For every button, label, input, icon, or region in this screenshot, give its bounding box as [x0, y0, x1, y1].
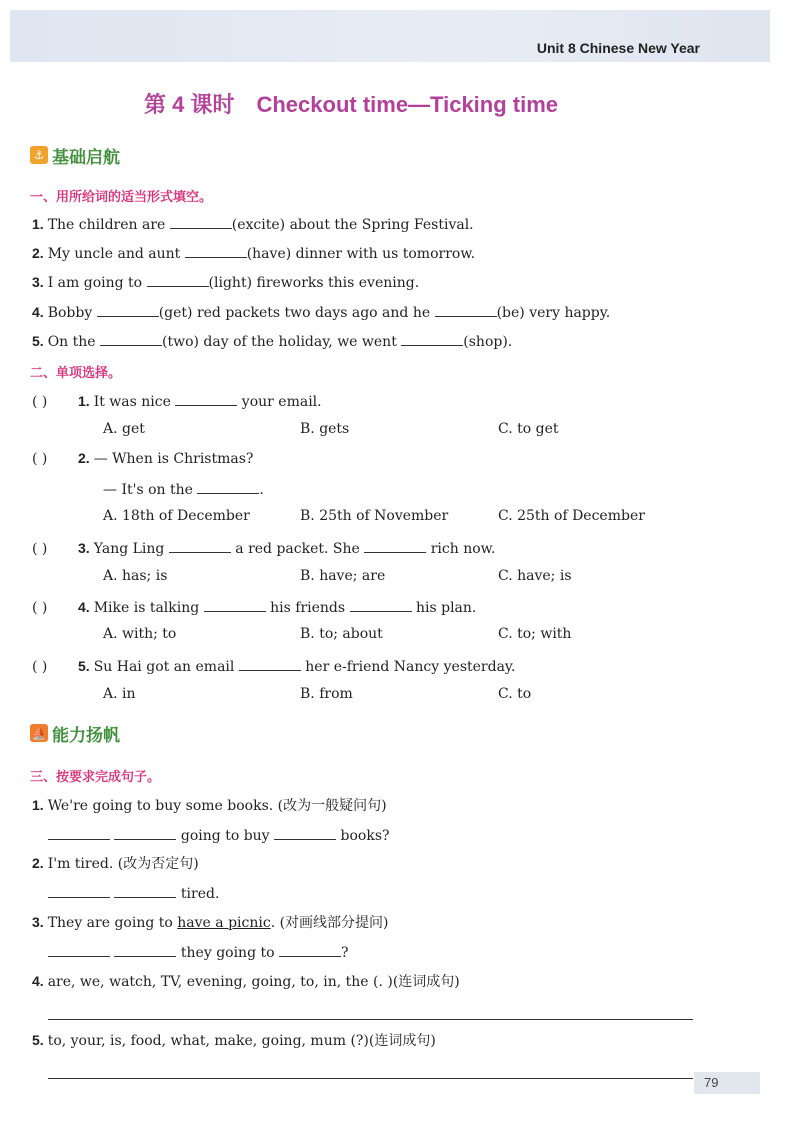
answer-paren[interactable]: ( ) — [32, 451, 48, 467]
fill-item-5: 5. On the (two) day of the holiday, we went (shop). — [32, 333, 513, 350]
answer-paren[interactable]: ( ) — [32, 541, 48, 557]
q2-option-b: B. 25th of November — [300, 508, 449, 524]
q1-option-a: A. get — [103, 421, 145, 437]
q3-option-b: B. have; are — [300, 568, 386, 584]
rewrite-item-3: 3. They are going to have a picnic. (对画线部分提问) — [32, 914, 389, 931]
q5-option-c: C. to — [498, 686, 532, 702]
answer-blank[interactable] — [175, 391, 237, 406]
q2-option-a: A. 18th of December — [103, 508, 250, 524]
choice-q5: ( ) 5. Su Hai got an email her e-friend Nancy yesterday. — [32, 658, 516, 675]
answer-blank[interactable] — [274, 825, 336, 840]
answer-blank[interactable] — [100, 331, 162, 346]
q1-option-b: B. gets — [300, 421, 350, 437]
answer-blank[interactable] — [97, 302, 159, 317]
choice-q1: ( ) 1. It was nice your email. — [32, 393, 322, 410]
lesson-subtitle: Checkout time—Ticking time — [256, 92, 559, 117]
answer-blank[interactable] — [114, 825, 176, 840]
sail-icon: ⛵ — [31, 726, 47, 740]
rewrite-answer-2: tired. — [48, 883, 219, 902]
fill-item-3: 3. I am going to (light) fireworks this evening. — [32, 274, 420, 291]
part3-heading: 三、按要求完成句子。 — [30, 770, 161, 785]
fill-item-4: 4. Bobby (get) red packets two days ago and he (be) very happy. — [32, 304, 611, 321]
choice-q3: ( ) 3. Yang Ling a red packet. She rich now. — [32, 540, 496, 557]
section-ability — [30, 721, 120, 745]
answer-blank[interactable] — [48, 883, 110, 898]
q4-option-b: B. to; about — [300, 626, 383, 642]
answer-blank[interactable] — [435, 302, 497, 317]
page-number: 79 — [694, 1072, 760, 1094]
rewrite-item-4: 4. are, we, watch, TV, evening, going, to, in, the (. )(连词成句) — [32, 973, 460, 990]
fill-item-1: 1. The children are (excite) about the Spring Festival. — [32, 216, 474, 233]
section-ability-label: 能力扬帆 — [52, 725, 120, 746]
answer-blank[interactable] — [170, 214, 232, 229]
fill-item-2: 2. My uncle and aunt (have) dinner with us tomorrow. — [32, 245, 476, 262]
answer-blank[interactable] — [350, 597, 412, 612]
answer-blank[interactable] — [197, 479, 259, 494]
answer-blank[interactable] — [185, 243, 247, 258]
q4-option-c: C. to; with — [498, 626, 572, 642]
answer-blank[interactable] — [279, 942, 341, 957]
answer-line[interactable] — [48, 1078, 693, 1079]
part2-heading: 二、单项选择。 — [30, 366, 122, 381]
rewrite-item-2: 2. I'm tired. (改为否定句) — [32, 855, 199, 872]
answer-line[interactable] — [48, 1019, 693, 1020]
rewrite-item-1: 1. We're going to buy some books. (改为一般疑问句) — [32, 797, 387, 814]
answer-paren[interactable]: ( ) — [32, 600, 48, 616]
answer-blank[interactable] — [114, 942, 176, 957]
rewrite-answer-1: going to buy books? — [48, 825, 390, 844]
section-basic-label: 基础启航 — [52, 147, 120, 168]
answer-blank[interactable] — [401, 331, 463, 346]
rewrite-answer-3: they going to ? — [48, 942, 349, 961]
rewrite-item-5: 5. to, your, is, food, what, make, going, mum (?)(连词成句) — [32, 1032, 436, 1049]
unit-label: Unit 8 Chinese New Year — [536, 40, 700, 56]
q4-option-a: A. with; to — [103, 626, 177, 642]
answer-blank[interactable] — [204, 597, 266, 612]
answer-blank[interactable] — [48, 942, 110, 957]
answer-paren[interactable]: ( ) — [32, 394, 48, 410]
lesson-title — [144, 88, 558, 119]
q3-option-c: C. have; is — [498, 568, 572, 584]
q3-option-a: A. has; is — [103, 568, 168, 584]
answer-blank[interactable] — [169, 538, 231, 553]
part1-heading: 一、用所给词的适当形式填空。 — [30, 190, 213, 205]
q2-reply: — It's on the . — [103, 479, 264, 498]
answer-blank[interactable] — [114, 883, 176, 898]
choice-q2: ( ) 2. — When is Christmas? — [32, 450, 254, 467]
answer-paren[interactable]: ( ) — [32, 659, 48, 675]
q5-option-b: B. from — [300, 686, 353, 702]
q1-option-c: C. to get — [498, 421, 559, 437]
anchor-icon: ⚓ — [30, 146, 48, 164]
section-basic — [30, 143, 120, 167]
answer-blank[interactable] — [239, 656, 301, 671]
answer-blank[interactable] — [147, 272, 209, 287]
q2-option-c: C. 25th of December — [498, 508, 645, 524]
q5-option-a: A. in — [103, 686, 136, 702]
answer-blank[interactable] — [48, 825, 110, 840]
lesson-number: 第 4 课时 — [144, 92, 235, 117]
choice-q4: ( ) 4. Mike is talking his friends his plan. — [32, 599, 477, 616]
answer-blank[interactable] — [364, 538, 426, 553]
